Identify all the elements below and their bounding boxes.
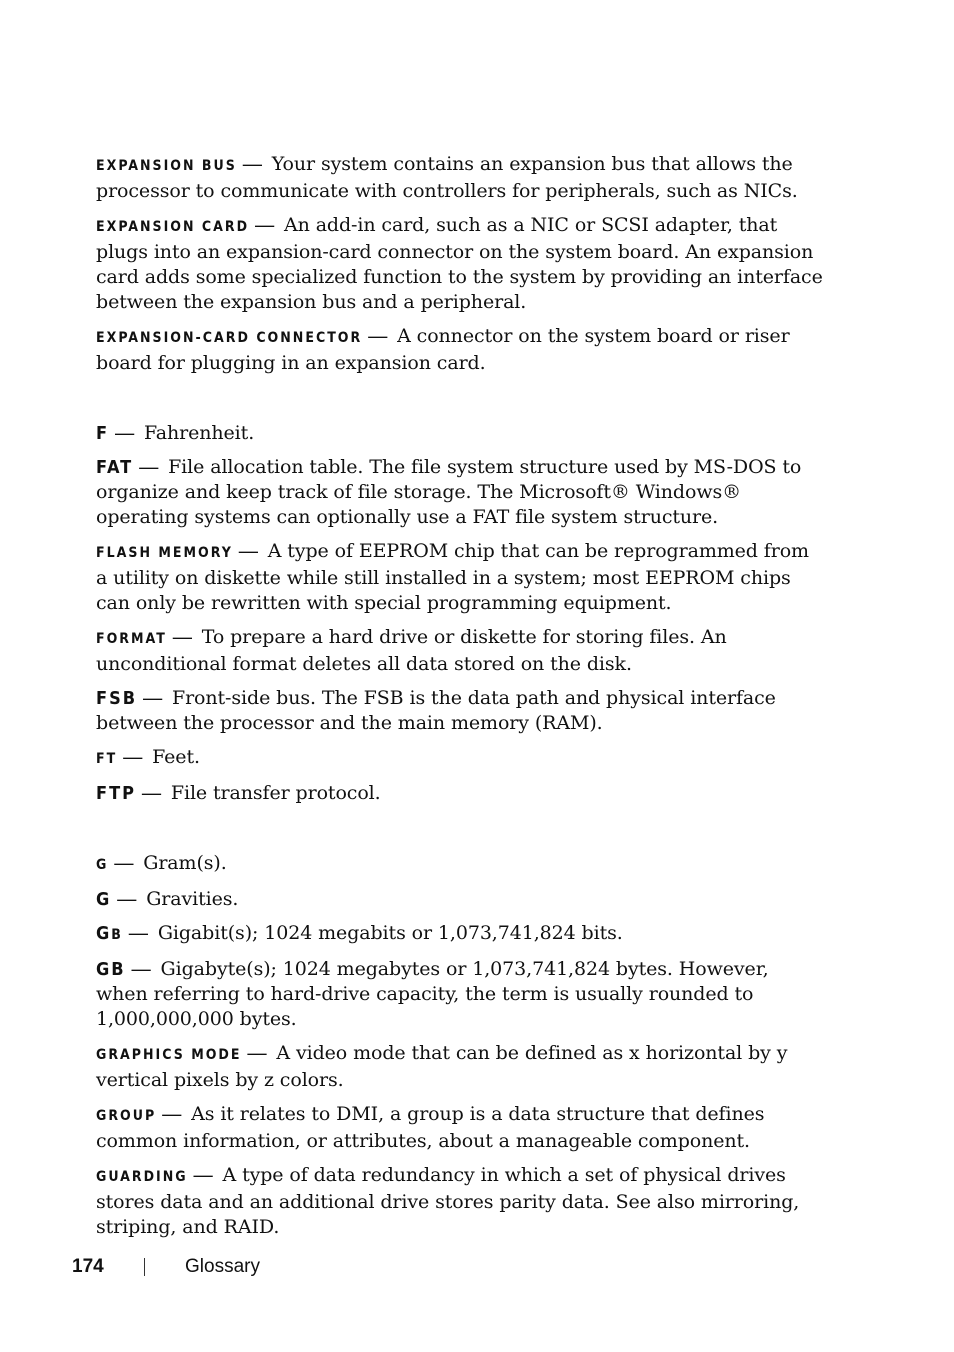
glossary-definition: A connector on the system board or riser board for plugging in an expansion card. (96, 325, 790, 374)
glossary-entry (96, 1041, 826, 1093)
em-dash: — (128, 923, 148, 944)
glossary-entry (96, 213, 826, 315)
glossary-term: EXPANSION-CARD CONNECTOR (96, 330, 363, 346)
glossary-term: FORMAT (96, 631, 167, 647)
em-dash: — (143, 688, 162, 709)
glossary-definition: Gigabyte(s); 1024 megabytes or 1,073,741,824 bytes. However, when referring to hard-drive capacity, the term is usually rounded to 1,000,000,000 bytes. (96, 958, 769, 1030)
glossary-term: GROUP (96, 1108, 157, 1124)
glossary-entry (96, 957, 826, 1032)
glossary-entry (96, 1102, 826, 1154)
glossary-definition: To prepare a hard drive or diskette for storing files. An unconditional format deletes all data stored on the disk. (96, 626, 727, 675)
em-dash: — (123, 747, 143, 768)
glossary-term: GUARDING (96, 1169, 188, 1185)
glossary-definition: File transfer protocol. (170, 782, 381, 804)
glossary-entry (96, 539, 826, 616)
em-dash: — (242, 154, 262, 175)
glossary-entry (96, 781, 826, 806)
glossary-definition: Feet. (152, 746, 200, 768)
glossary-definition: A type of EEPROM chip that can be reprogrammed from a utility on diskette while still installed in a system; most EEPROM chips can only be rewritten with special programming equipment. (96, 540, 809, 614)
em-dash: — (368, 326, 388, 347)
glossary-definition: Gigabit(s); 1024 megabits or 1,073,741,824 bits. (157, 922, 623, 944)
em-dash: — (193, 1165, 213, 1186)
glossary-definition: A type of data redundancy in which a set of physical drives stores data and an additional drive stores parity data. See also mirroring, striping, and RAID. (96, 1164, 800, 1238)
glossary-term: FT (96, 751, 118, 767)
section-name: Glossary (185, 1256, 260, 1277)
glossary-list (96, 152, 826, 1249)
glossary-term: EXPANSION CARD (96, 219, 250, 235)
glossary-definition: An add-in card, such as a NIC or SCSI adapter, that plugs into an expansion-card connector on the system board. An expansion card adds some specialized function to the system by providing an interface between the expansion bus and a peripheral. (96, 214, 823, 313)
glossary-term: GB (96, 959, 126, 980)
glossary-term: G (96, 857, 109, 873)
glossary-definition: Front-side bus. The FSB is the data path and physical interface between the processor and the main memory (RAM). (96, 687, 776, 734)
glossary-entry (96, 324, 826, 376)
glossary-entry (96, 686, 826, 736)
page-footer (72, 1256, 260, 1278)
glossary-entry (96, 455, 826, 530)
glossary-term: GRAPHICS MODE (96, 1047, 242, 1063)
glossary-definition: Your system contains an expansion bus that allows the processor to communicate with controllers for peripherals, such as NICs. (96, 153, 798, 202)
em-dash: — (162, 1104, 182, 1125)
footer-separator (144, 1258, 145, 1276)
glossary-term: F (96, 423, 110, 444)
page-number: 174 (72, 1256, 104, 1277)
em-dash: — (117, 889, 137, 910)
glossary-definition: Fahrenheit. (143, 422, 255, 444)
glossary-entry (96, 851, 826, 878)
glossary-definition: A video mode that can be defined as x horizontal by y vertical pixels by z colors. (96, 1042, 788, 1091)
glossary-term: FTP (96, 783, 136, 804)
glossary-entry (96, 887, 826, 912)
em-dash: — (139, 457, 159, 478)
glossary-entry (96, 625, 826, 677)
glossary-term: FLASH MEMORY (96, 545, 233, 561)
glossary-definition: Gram(s). (143, 852, 227, 874)
glossary-entry (96, 421, 826, 446)
em-dash: — (247, 1043, 267, 1064)
glossary-entry (96, 152, 826, 204)
glossary-definition: Gravities. (146, 888, 239, 910)
em-dash: — (255, 215, 274, 236)
em-dash: — (141, 783, 161, 804)
em-dash: — (238, 541, 258, 562)
glossary-term: G (96, 889, 112, 910)
glossary-definition: File allocation table. The file system structure used by MS-DOS to organize and keep track of file storage. The Microsoft® Windows® operating systems can optionally use a FAT file system structure. (96, 456, 802, 528)
glossary-entry (96, 1163, 826, 1240)
glossary-entry (96, 745, 826, 772)
em-dash: — (131, 959, 151, 980)
glossary-term: EXPANSION BUS (96, 158, 237, 174)
glossary-entry (96, 921, 826, 948)
glossary-term: FSB (96, 688, 138, 709)
glossary-definition: As it relates to DMI, a group is a data structure that defines common information, or attributes, about a manageable component. (96, 1103, 765, 1152)
em-dash: — (115, 423, 134, 444)
glossary-term: GB (96, 923, 123, 944)
glossary-term: FAT (96, 457, 134, 478)
em-dash: — (114, 853, 134, 874)
em-dash: — (172, 627, 192, 648)
